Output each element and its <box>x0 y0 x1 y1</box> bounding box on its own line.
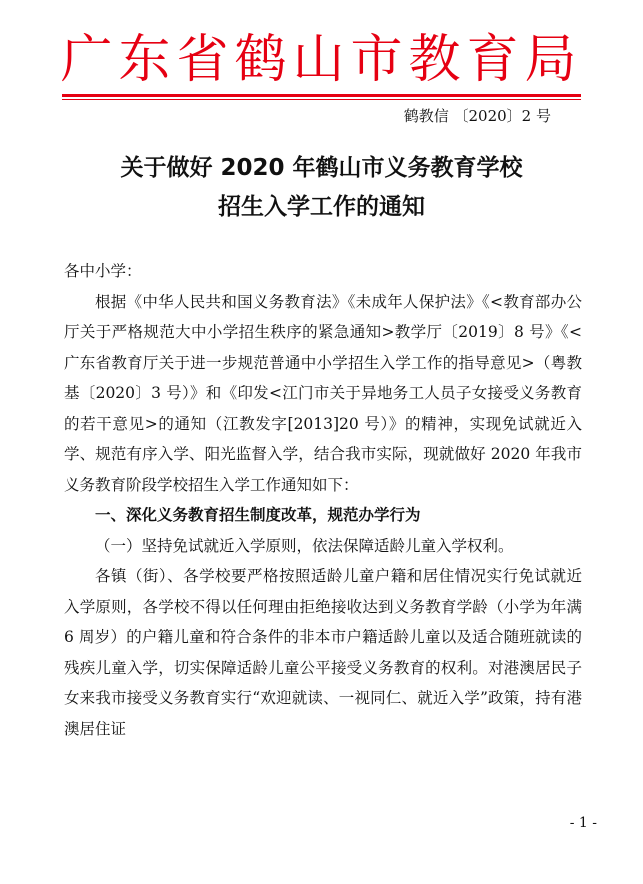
letterhead-org-name: 广东省鹤山市教育局 <box>60 30 583 90</box>
letterhead-red-rule <box>62 94 581 97</box>
page-number: - 1 - <box>569 815 597 831</box>
body-paragraph-2: 各镇（街）、各学校要严格按照适龄儿童户籍和居住情况实行免试就近入学原则，各学校不得以任何理由拒绝接收达到义务教育学龄（小学为年满 6 周岁）的户籍儿童和符合条件的非本市户籍适龄儿童以及适合随班就读的残疾儿童入学，切实保障适龄儿童公平接受义务教育的权利。对港澳居民子女来我市接受义务教育实行“欢迎就读、一视同仁、就近入学”政策，持有港澳居住证 <box>64 567 582 738</box>
document-body <box>64 256 582 744</box>
section-heading-1: 一、深化义务教育招生制度改革，规范办学行为 <box>95 506 421 524</box>
intro-paragraph: 根据《中华人民共和国义务教育法》《未成年人保护法》《<教育部办公厅关于严格规范大中小学招生秩序的紧急通知>教学厅〔2019〕8 号》《<广东省教育厅关于进一步规范普通中小学招生入学工作的指导意见>（粤教基〔2020〕3 号）》和《印发<江门市关于异地务工人员子女接受义务教育的若干意见>的通知（江教发字[2013]20 号）》的精神，实现免试就近入学、规范有序入学、阳光监督入学，结合我市实际，现就做好 2020 年我市义务教育阶段学校招生入学工作通知如下： <box>64 292 582 494</box>
document-title-line-1: 关于做好 2020 年鹤山市义务教育学校 <box>120 155 523 181</box>
salutation: 各中小学： <box>64 262 142 280</box>
subsection-heading-1: （一）坚持免试就近入学原则，依法保障适龄儿童入学权利。 <box>95 536 514 555</box>
document-title-line-2: 招生入学工作的通知 <box>218 194 425 220</box>
document-number: 鹤教信 〔2020〕2 号 <box>403 107 551 125</box>
letterhead-red-rule-thin <box>62 99 581 100</box>
